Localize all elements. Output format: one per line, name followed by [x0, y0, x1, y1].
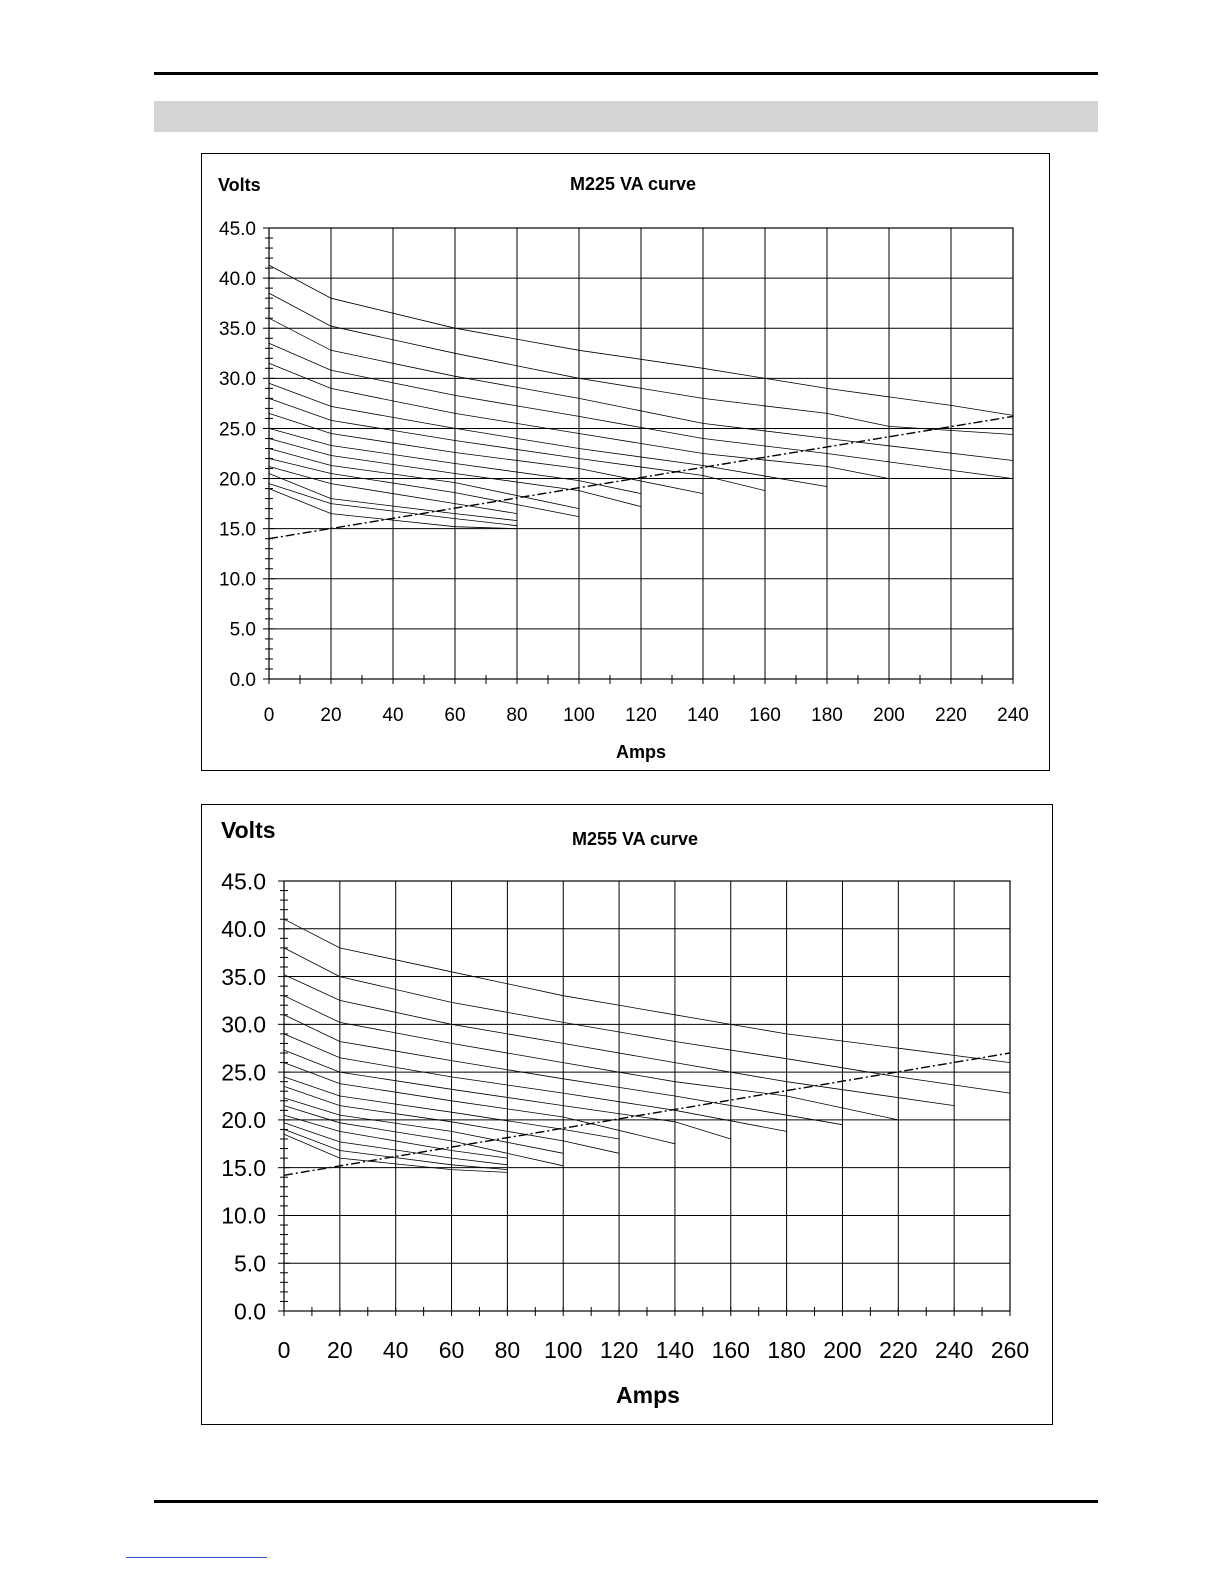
chart-title: M225 VA curve [569, 174, 697, 194]
plot-area-frame [284, 881, 1010, 1311]
y-tick-label: 30.0 [219, 369, 256, 391]
y-tick-label: 0.0 [229, 669, 256, 691]
x-tick-label: 240 [934, 1337, 974, 1363]
x-tick-label: 0 [277, 1337, 291, 1363]
x-tick-label: 220 [879, 1337, 918, 1363]
y-tick-label: 15.0 [219, 519, 256, 541]
x-tick-label: 140 [655, 1337, 695, 1363]
header-rule [154, 72, 1098, 75]
y-tick-label: 10.0 [221, 1202, 266, 1229]
x-tick-label: 160 [711, 1337, 750, 1363]
x-tick-label: 80 [494, 1337, 521, 1363]
va-curve-series [284, 919, 1010, 1062]
x-tick-label: 20 [327, 1337, 353, 1363]
y-tick-label: 45.0 [221, 868, 266, 895]
y-tick-label: 40.0 [221, 916, 266, 943]
y-tick-label: 25.0 [221, 1059, 266, 1086]
x-tick-label: 200 [873, 705, 905, 726]
x-tick-label: 180 [767, 1337, 806, 1363]
footer-link-underline [126, 1557, 267, 1558]
x-tick-label: 180 [811, 705, 843, 726]
x-tick-label: 200 [823, 1337, 862, 1363]
x-tick-label: 100 [544, 1337, 583, 1363]
x-axis-label: Amps [616, 1382, 680, 1408]
y-tick-label: 40.0 [219, 268, 256, 290]
va-curve-series [269, 413, 703, 493]
footer-rule [154, 1500, 1098, 1503]
x-tick-label: 60 [444, 705, 466, 726]
y-tick-label: 5.0 [229, 619, 256, 641]
va-curve-series [269, 459, 579, 517]
x-tick-label: 260 [990, 1337, 1030, 1363]
m225-va-curve-chart [201, 153, 1050, 771]
x-tick-label: 120 [625, 705, 657, 726]
m255-va-curve-chart [201, 804, 1053, 1425]
x-tick-label: 120 [599, 1337, 639, 1363]
x-axis-label: Amps [615, 742, 667, 762]
x-tick-label: 60 [438, 1337, 465, 1363]
y-tick-label: 20.0 [221, 1107, 266, 1134]
va-curve-series [269, 383, 827, 486]
section-header-band [154, 101, 1098, 132]
y-axis-label: Volts [221, 817, 276, 843]
y-tick-label: 5.0 [234, 1250, 266, 1277]
x-tick-label: 0 [263, 705, 275, 726]
y-axis-label: Volts [218, 175, 261, 195]
x-tick-label: 100 [563, 705, 595, 726]
x-tick-label: 140 [687, 705, 719, 726]
x-tick-label: 220 [935, 705, 967, 726]
m255-va-curve-svg [202, 805, 1054, 1426]
y-tick-label: 25.0 [219, 419, 256, 441]
y-tick-label: 35.0 [221, 963, 266, 990]
y-tick-label: 45.0 [219, 218, 256, 240]
x-tick-label: 20 [320, 705, 342, 726]
y-tick-label: 0.0 [234, 1298, 266, 1325]
m225-va-curve-svg [202, 154, 1051, 772]
x-tick-label: 240 [997, 705, 1029, 726]
x-tick-label: 40 [382, 1337, 409, 1363]
y-tick-label: 20.0 [219, 469, 256, 491]
y-tick-label: 15.0 [221, 1154, 266, 1181]
chart-title: M255 VA curve [571, 829, 699, 849]
x-tick-label: 80 [506, 705, 528, 726]
y-tick-label: 10.0 [219, 569, 256, 591]
load-line-series [284, 1053, 1010, 1175]
x-tick-label: 40 [382, 705, 404, 726]
y-tick-label: 30.0 [221, 1011, 266, 1038]
x-tick-label: 160 [749, 705, 781, 726]
y-tick-label: 35.0 [219, 319, 256, 341]
va-curve-series [284, 1034, 787, 1132]
